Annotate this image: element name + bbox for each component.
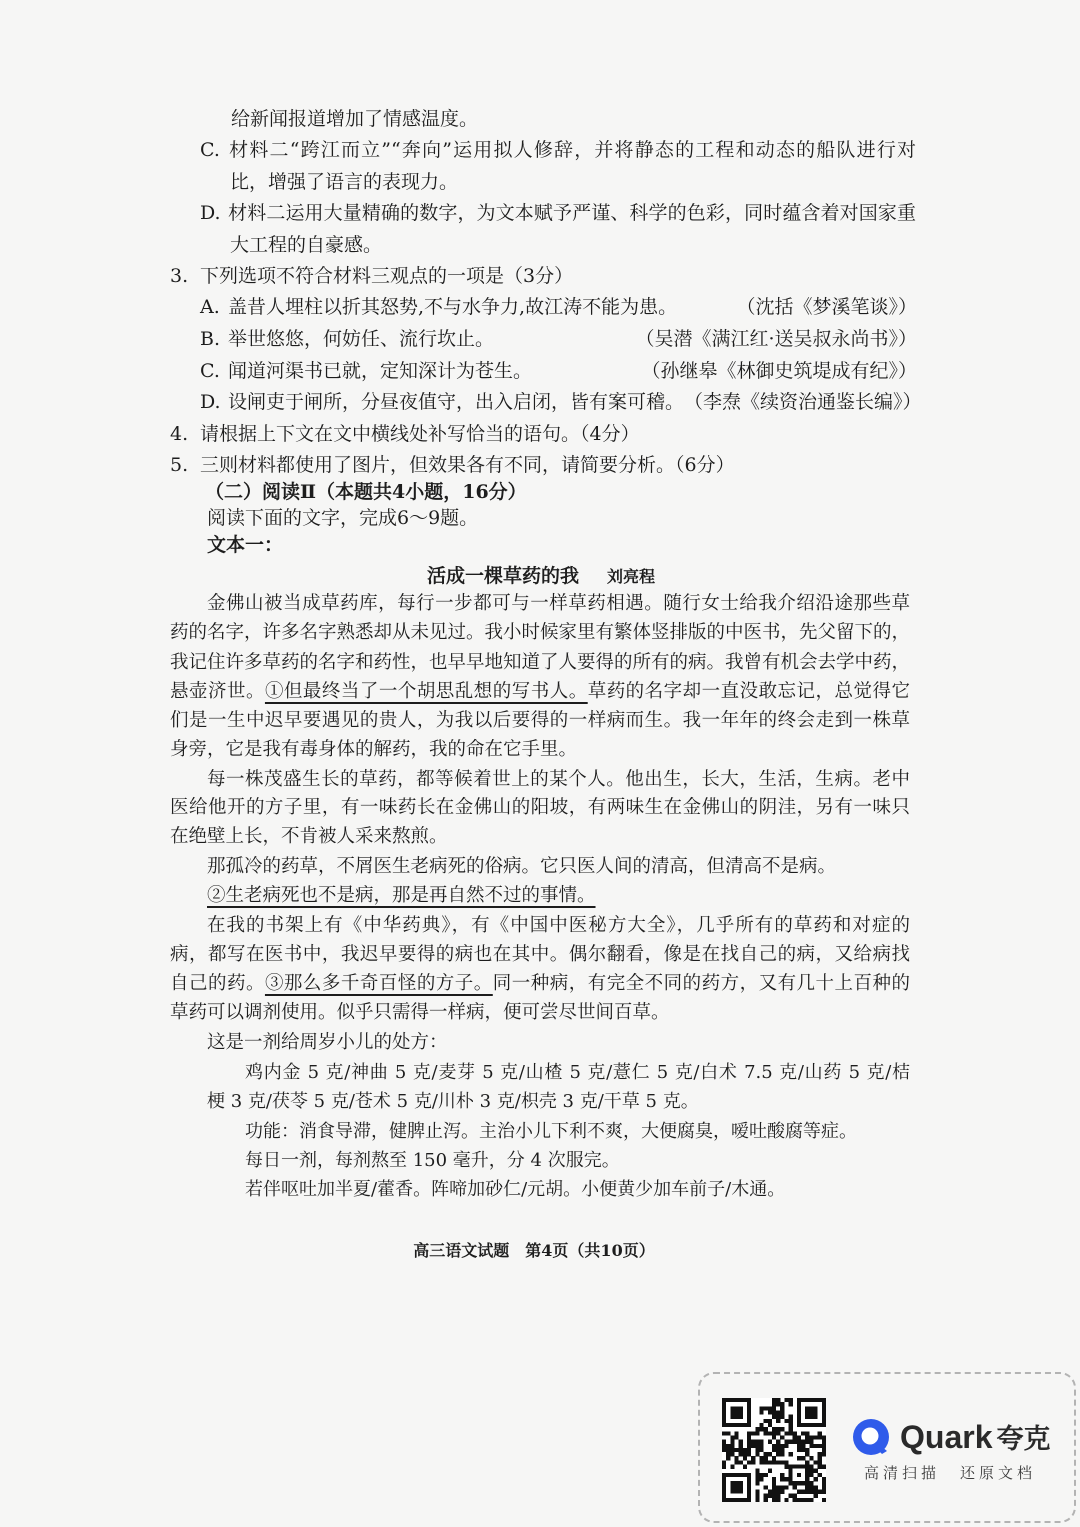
question-3-stem [170,264,573,288]
p3-line-1: 那孤冷的药草，不屑医生老病死的俗病。它只医人间的清高，但清高不是病。 [207,856,837,877]
tagline-scan: 高清扫描 [864,1464,941,1482]
p1-line-2: 药的名字，许多名字熟悉却从未见过。我小时候家里有繁体竖排版的中医书，先父留下的， [170,622,911,643]
prescription-line-1: 鸡内金 5 克/神曲 5 克/麦芽 5 克/山楂 5 克/薏仁 5 克/白术 7.5 克/山药 5 克/桔 [245,1062,910,1083]
article-author: 刘亮程 [607,567,656,586]
p6-line-1: 这是一剂给周岁小儿的处方： [207,1032,448,1053]
question-number: 4. [170,423,189,445]
p2-line-1: 每一株茂盛生长的草药，都等候着世上的某个人。他出生，长大，生活，生病。老中 [207,769,910,790]
question-text: 三则材料都使用了图片，但效果各有不同，请简要分析。（6分） [200,454,735,476]
tagline-restore: 还原文档 [960,1464,1037,1482]
prescription-function: 功能：消食导滞，健脾止泻。主治小儿下利不爽，大便腐臭，嗳吐酸腐等症。 [245,1121,857,1142]
p5-line-4: 草药可以调剂使用。似乎只需得一样病，便可尝尽世间百草。 [170,1002,670,1023]
brand-name-cn: 夸克 [996,1424,1051,1454]
option-b-continuation: 给新闻报道增加了情感温度。 [231,108,479,130]
p5-line-1: 在我的书架上有《中华药典》，有《中国中医秘方大全》，几乎所有的草药和对症的 [207,915,910,936]
question-number: 5. [170,454,189,476]
option-text: 材料二“跨江而立”“奔向”运用拟人修辞，并将静态的工程和动态的船队进行对 [228,139,916,161]
quark-wordmark [900,1418,1050,1456]
p1-line-3: 我记住许多草药的名字和药性，也早早地知道了人要得的所有的病。我曾有机会去学中药， [170,652,911,673]
section-heading: （二）阅读Ⅱ（本题共4小题，16分） [205,481,527,503]
scanner-watermark [698,1372,1076,1523]
p2-line-2: 医给他开的方子里，有一味药长在金佛山的阳坡，有两味生在金佛山的阴洼，另有一味只 [170,797,910,818]
quark-logo-icon [852,1418,890,1456]
option-label: A. [200,296,220,318]
option-d-line-1 [200,201,916,225]
option-text: 设闸吏于闸所，分昼夜值守，出入启闭，皆有案可稽。 [228,391,685,413]
option-text: 盖昔人埋柱以折其怒势,不与水争力,故江涛不能为患。 [228,296,678,318]
question-5 [170,453,735,477]
prescription-line-2: 梗 3 克/茯苓 5 克/苍术 5 克/川朴 3 克/枳壳 3 克/干草 5 克。 [207,1091,699,1112]
option-c-line-2: 比，增强了语言的表现力。 [230,171,459,193]
qr-code [722,1398,826,1502]
option-c-line-1 [200,138,916,162]
option-source: （孙继皋《林御史筑堤成有纪》） [641,360,917,382]
q3-option-b [200,327,917,351]
line-text: 悬壶济世。 [170,681,265,702]
option-label: C. [200,139,220,161]
option-text: 材料二运用大量精确的数字，为文本赋予严谨、科学的色彩，同时蕴含着对国家重 [228,202,916,224]
page-footer: 高三语文试题 第4页（共10页） [413,1241,655,1260]
line-text: 同一种病，有完全不同的药方，又有几十上百种的 [492,973,910,994]
q3-option-d [200,390,922,414]
p1-line-4 [170,680,910,704]
underlined-sentence-3: ③那么多千奇百怪的方子。 [264,973,493,994]
p1-line-5: 们是一生中迟早要遇见的贵人，为我以后要得的一样病而生。我一年年的终会走到一株草 [170,710,910,731]
line-text: 自己的药。 [170,973,265,994]
option-source: （吴潜《满江红·送吴叔永尚书》） [635,328,917,350]
option-label: D. [200,202,221,224]
p5-line-3 [170,972,910,996]
option-source: （李焘《续资治通鉴长编》） [684,391,922,413]
article-title: 活成一棵草药的我 [427,565,580,587]
section-instruction: 阅读下面的文字，完成6～9题。 [207,507,479,529]
p1-line-6: 身旁，它是我有毒身体的解药，我的命在它手里。 [170,739,578,760]
option-source: （沈括《梦溪笔谈》） [736,296,917,318]
q3-option-a [200,295,917,319]
option-text: 举世悠悠，何妨任、流行坎止。 [228,328,495,350]
q3-option-c [200,359,917,383]
option-text: 闻道河渠书已就，定知深计为苍生。 [228,360,533,382]
prescription-modifications: 若伴呕吐加半夏/藿香。阵啼加砂仁/元胡。小便黄少加车前子/木通。 [245,1179,786,1200]
line-text: 草药的名字却一直没敢忘记，总觉得它 [587,681,910,702]
prescription-dosage: 每日一剂，每剂熬至 150 毫升，分 4 次服完。 [245,1150,620,1171]
p1-line-1: 金佛山被当成草药库，每行一步都可与一样草药相遇。随行女士给我介绍沿途那些草 [207,593,910,614]
question-number: 3. [170,265,189,287]
option-label: B. [200,328,221,350]
question-4 [170,422,640,446]
p2-line-3: 在绝壁上长，不肯被人采来熬煎。 [170,826,448,847]
underlined-sentence-1: ①但最终当了一个胡思乱想的写书人。 [264,681,588,702]
option-label: D. [200,391,221,413]
p5-line-2: 病，都写在医书中，我迟早要得的病也在其中。偶尔翻看，像是在找自己的病，又给病找 [170,944,910,965]
option-d-line-2: 大工程的自豪感。 [230,234,383,256]
question-text: 请根据上下文在文中横线处补写恰当的语句。（4分） [200,423,640,445]
option-label: C. [200,360,220,382]
question-text: 下列选项不符合材料三观点的一项是（3分） [200,265,574,287]
brand-name: Quark [900,1419,993,1455]
text-label: 文本一： [207,534,284,556]
underlined-sentence-2: ②生老病死也不是病，那是再自然不过的事情。 [207,885,596,906]
